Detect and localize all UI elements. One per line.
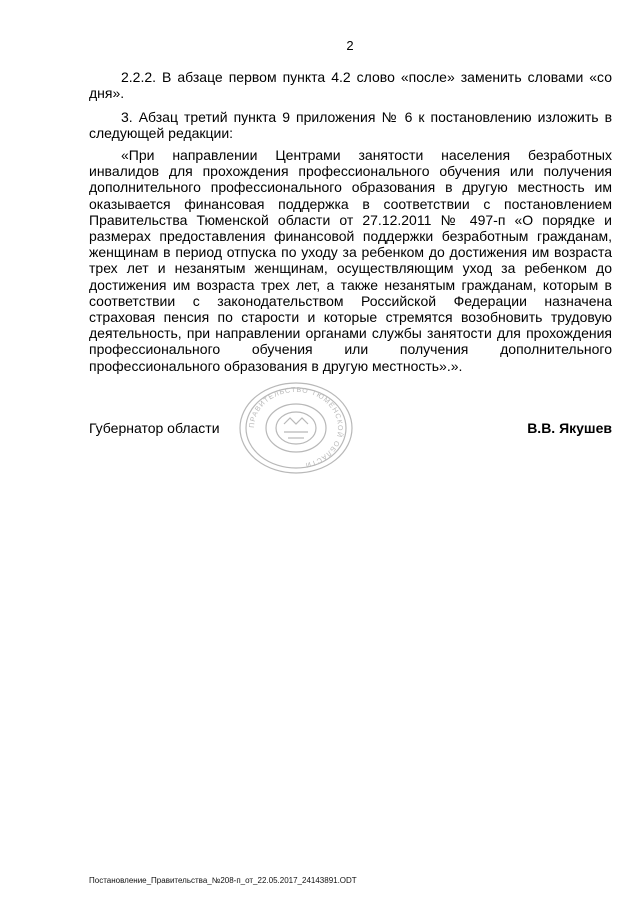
footer-filename: Постановление_Правительства_№208-п_от_22.05.2017_24143891.ODT: [89, 876, 357, 885]
paragraph-quoted-text: «При направлении Центрами занятости населения безработных инвалидов для прохождения профессионального обучения или получения дополнительного профессионального образования в другую местность им оказывается финансовая поддержка в соответствии с постановлением Правительства Тюменской области от 27.12.2011 № 497-п «О порядке и размерах предоставления финансовой поддержки безработным гражданам, женщинам в период отпуска по уходу за ребенком до достижения им возраста трех лет и незанятым женщинам, осуществляющим уход за ребенком до достижения им возраста трех лет, а также незанятым гражданам, которым в соответствии с законодательством Российской Федерации назначена страховая пенсия по старости и которые стремятся возобновить трудовую деятельность, при направлении органами службы занятости для прохождения профессионального обучения или получения дополнительного профессионального образования в другую местность».».: [89, 147, 612, 374]
seal-text: ПРАВИТЕЛЬСТВО ТЮМЕНСКОЙ ОБЛАСТИ: [248, 386, 344, 469]
paragraph-amendment-2-2-2: 2.2.2. В абзаце первом пункта 4.2 слово «после» заменить словами «со дня».: [89, 69, 612, 102]
signatory-name: В.В. Якушев: [527, 420, 612, 436]
signature-block: [89, 420, 612, 440]
page-number: 2: [346, 38, 354, 53]
signatory-title: Губернатор области: [89, 420, 220, 436]
paragraph-amendment-3: 3. Абзац третий пункта 9 приложения № 6 к постановлению изложить в следующей редакции:: [89, 109, 612, 142]
